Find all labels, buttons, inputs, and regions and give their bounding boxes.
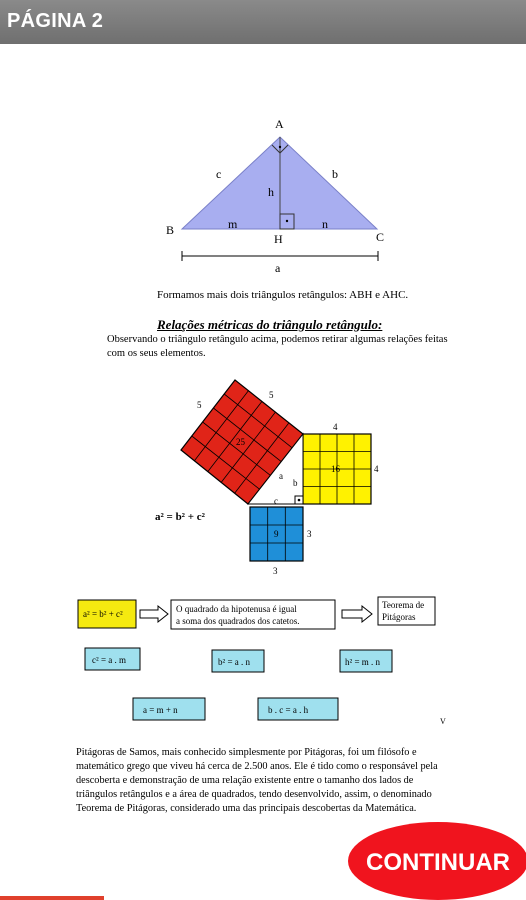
theorem-name-line2: Pitágoras — [382, 612, 416, 622]
red-side-top-label: 5 — [269, 390, 274, 400]
pythagoras-squares-diagram — [145, 372, 385, 582]
right-angle-dot-a — [279, 146, 281, 148]
side-b-label: b — [293, 478, 298, 488]
arrow-2 — [342, 606, 372, 622]
red-side-left-label: 5 — [197, 400, 202, 410]
side-c-label: c — [216, 167, 222, 181]
title-bar — [0, 0, 526, 44]
blue-area-label: 9 — [274, 529, 279, 539]
section-intro-line2: com os seus elementos. — [107, 348, 206, 359]
corner-mark: V — [440, 717, 446, 726]
arrow-1 — [140, 606, 168, 622]
segment-n-label: n — [322, 217, 328, 231]
side-b-label: b — [332, 167, 338, 181]
paragraph-line-2: matemático grego que viveu há cerca de 2.500 anos. Ele é tido como o responsável pela — [76, 761, 438, 772]
page-title: PÁGINA 2 — [7, 10, 104, 32]
right-angle-dot-h — [286, 220, 288, 222]
relations-diagram — [70, 594, 460, 734]
vertex-b-label: B — [166, 223, 175, 237]
content-area[interactable] — [0, 44, 526, 900]
pythagoras-formula: a² = b² + c² — [155, 511, 205, 523]
vertex-h-label: H — [274, 232, 283, 246]
right-angle-dot — [298, 499, 301, 502]
paragraph-line-4: triângulos retângulos e a área de quadrados, tendo desenvolvido, assim, o denominado — [76, 789, 432, 800]
hypotenuse-a-label: a — [275, 261, 281, 275]
theorem-statement-line2: a soma dos quadrados dos catetos. — [176, 616, 300, 626]
height-h-label: h — [268, 185, 274, 199]
side-c-label: c — [274, 496, 278, 506]
theorem-name-line1: Teorema de — [382, 600, 425, 610]
red-area-label: 25 — [236, 437, 245, 447]
pythagoras-paragraph — [76, 746, 456, 816]
theorem-statement-line1: O quadrado da hipotenusa é igual — [176, 604, 297, 614]
yellow-area-label: 16 — [331, 464, 340, 474]
relation-text-4: a = m + n — [143, 705, 178, 715]
pythagoras-formula-box-text: a² = b² + c² — [83, 609, 123, 619]
yellow-right-label: 4 — [374, 464, 379, 474]
bottom-accent-strip — [0, 896, 104, 900]
triangle-caption: Formamos mais dois triângulos retângulos: ABH e AHC. — [157, 289, 409, 301]
side-a-label: a — [279, 471, 283, 481]
relation-text-3: h² = m . n — [345, 657, 381, 667]
relation-text-5: b . c = a . h — [268, 705, 309, 715]
paragraph-line-5: Teorema de Pitágoras, considerado uma das principais descobertas da Matemática. — [76, 803, 417, 814]
right-triangle-diagram — [160, 116, 390, 276]
blue-right-label: 3 — [307, 529, 312, 539]
vertex-c-label: C — [376, 230, 385, 244]
paragraph-line-3: descoberta e demonstração de uma relação existente entre o tamanho dos lados de — [76, 775, 414, 786]
paragraph-line-1: Pitágoras de Samos, mais conhecido simplesmente por Pitágoras, foi um filósofo e — [76, 747, 417, 758]
segment-m-label: m — [228, 217, 238, 231]
continue-button-label: CONTINUAR — [366, 849, 510, 876]
section-intro-line1: Observando o triângulo retângulo acima, podemos retirar algumas relações feitas — [107, 334, 448, 345]
continue-button[interactable] — [348, 822, 526, 900]
relation-text-2: b² = a . n — [218, 657, 251, 667]
section-heading: Relações métricas do triângulo retângulo: — [157, 317, 383, 332]
yellow-top-label: 4 — [333, 422, 338, 432]
relation-text-1: c² = a . m — [92, 655, 127, 665]
vertex-a-label: A — [275, 117, 284, 131]
blue-bottom-label: 3 — [273, 566, 278, 576]
